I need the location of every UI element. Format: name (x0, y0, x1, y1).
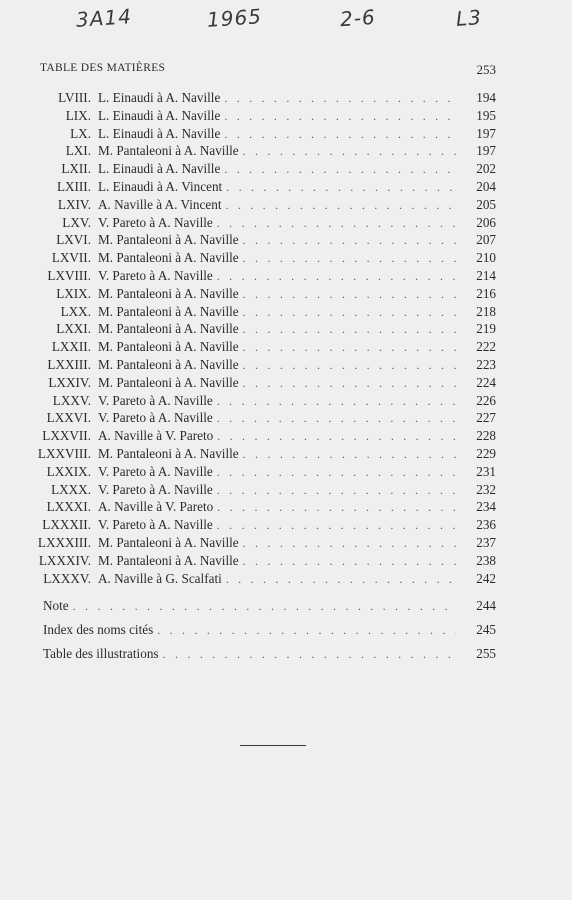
entry-numeral: LXVII. (51, 250, 91, 266)
back-matter-list (0, 598, 572, 670)
dot-leader (243, 322, 456, 337)
entry-page-number: 228 (476, 428, 496, 444)
entry-title: V. Pareto à A. Naville (98, 392, 213, 408)
entry-page-number: 244 (476, 598, 496, 613)
toc-entry (0, 446, 572, 464)
entry-page-number: 242 (476, 570, 496, 586)
entry-numeral: LXXXIV. (38, 552, 91, 568)
entry-title: V. Pareto à A. Naville (98, 267, 213, 283)
dot-leader (163, 647, 456, 662)
dot-leader (73, 599, 456, 614)
toc-entry (0, 622, 572, 646)
entry-title: M. Pantaleoni à A. Naville (98, 285, 239, 301)
dot-leader (243, 233, 456, 248)
page-header (40, 62, 496, 78)
page-number: 253 (476, 62, 496, 77)
entry-numeral: LX. (70, 125, 91, 141)
toc-entry (0, 232, 572, 250)
dot-leader (243, 358, 456, 373)
dot-leader (226, 572, 456, 587)
entry-numeral: LXX. (60, 303, 91, 319)
entry-page-number: 226 (476, 392, 496, 408)
toc-entry (0, 126, 572, 144)
toc-entry (0, 90, 572, 108)
toc-entry (0, 464, 572, 482)
entry-page-number: 219 (476, 321, 496, 337)
entry-numeral: LXI. (65, 143, 91, 159)
toc-entry (0, 410, 572, 428)
toc-entry (0, 250, 572, 268)
entry-numeral: LXXII. (51, 339, 91, 355)
entry-title: M. Pantaleoni à A. Naville (98, 534, 239, 550)
dot-leader (217, 465, 456, 480)
entry-title: A. Naville à V. Pareto (98, 428, 214, 444)
entry-page-number: 237 (476, 534, 496, 550)
entry-page-number: 204 (476, 178, 496, 194)
entry-title: M. Pantaleoni à A. Naville (98, 232, 239, 248)
entry-page-number: 210 (476, 250, 496, 266)
entry-title: M. Pantaleoni à A. Naville (98, 356, 239, 372)
running-title: TABLE DES MATIÈRES (40, 62, 166, 74)
entry-title: M. Pantaleoni à A. Naville (98, 339, 239, 355)
dot-leader (243, 376, 456, 391)
toc-entry (0, 215, 572, 233)
entry-page-number: 232 (476, 481, 496, 497)
entry-numeral: LXXVII. (42, 428, 91, 444)
dot-leader (224, 91, 456, 106)
entry-page-number: 224 (476, 374, 496, 390)
entry-title: M. Pantaleoni à A. Naville (98, 374, 239, 390)
entry-title: A. Naville à A. Vincent (98, 196, 222, 212)
toc-entry (0, 646, 572, 670)
toc-entry (0, 553, 572, 571)
entry-title: V. Pareto à A. Naville (98, 481, 213, 497)
entry-page-number: 231 (476, 463, 496, 479)
toc-entry (0, 535, 572, 553)
dot-leader (217, 483, 456, 498)
toc-entry (0, 321, 572, 339)
dot-leader (224, 109, 456, 124)
entry-title: M. Pantaleoni à A. Naville (98, 303, 239, 319)
dot-leader (217, 500, 456, 515)
entry-title: M. Pantaleoni à A. Naville (98, 552, 239, 568)
entry-page-number: 197 (476, 125, 496, 141)
entry-page-number: 238 (476, 552, 496, 568)
dot-leader (243, 554, 456, 569)
toc-entry (0, 268, 572, 286)
entry-title: Index des noms cités (43, 622, 154, 637)
entry-numeral: LXVIII. (47, 267, 91, 283)
entry-page-number: 214 (476, 267, 496, 283)
dot-leader (217, 216, 456, 231)
dot-leader (225, 198, 456, 213)
entry-page-number: 223 (476, 356, 496, 372)
entry-title: V. Pareto à A. Naville (98, 410, 213, 426)
entry-numeral: LXIII. (56, 178, 91, 194)
entry-numeral: LXXX. (51, 481, 91, 497)
entry-page-number: 202 (476, 161, 496, 177)
entry-page-number: 205 (476, 196, 496, 212)
toc-entry (0, 161, 572, 179)
dot-leader (217, 394, 456, 409)
entry-title: V. Pareto à A. Naville (98, 517, 213, 533)
dot-leader (243, 144, 456, 159)
dot-leader (217, 269, 456, 284)
toc-entry (0, 482, 572, 500)
entry-page-number: 206 (476, 214, 496, 230)
entry-page-number: 236 (476, 517, 496, 533)
entry-page-number: 195 (476, 107, 496, 123)
handwritten-note-3: 2-6 (339, 4, 377, 32)
entry-numeral: LIX. (65, 107, 91, 123)
entry-title: M. Pantaleoni à A. Naville (98, 250, 239, 266)
entry-page-number: 227 (476, 410, 496, 426)
dot-leader (224, 162, 456, 177)
toc-entry (0, 108, 572, 126)
dot-leader (243, 287, 456, 302)
toc-entry (0, 598, 572, 622)
entry-numeral: LXVI. (56, 232, 91, 248)
entry-title: M. Pantaleoni à A. Naville (98, 143, 239, 159)
entry-title: L. Einaudi à A. Naville (98, 125, 221, 141)
entry-page-number: 222 (476, 339, 496, 355)
entry-numeral: LXII. (61, 161, 91, 177)
toc-entry (0, 339, 572, 357)
entry-title: L. Einaudi à A. Naville (98, 90, 221, 105)
entry-numeral: LXIV. (57, 196, 91, 212)
handwritten-note-2: 1965 (206, 4, 263, 32)
entry-title: L. Einaudi à A. Naville (98, 107, 221, 123)
dot-leader (217, 411, 456, 426)
entry-page-number: 194 (476, 90, 496, 105)
entry-numeral: LXXIX. (46, 463, 91, 479)
dot-leader (217, 518, 456, 533)
dot-leader (224, 127, 456, 142)
entry-page-number: 229 (476, 445, 496, 461)
entry-numeral: LXV. (62, 214, 91, 230)
toc-entry (0, 357, 572, 375)
dot-leader (157, 623, 456, 638)
entry-page-number: 218 (476, 303, 496, 319)
entry-numeral: LXIX. (56, 285, 91, 301)
entry-title: L. Einaudi à A. Vincent (98, 178, 223, 194)
entry-numeral: LVIII. (58, 90, 91, 105)
handwritten-note-4: L3 (455, 5, 483, 31)
dot-leader (226, 180, 456, 195)
entry-title: V. Pareto à A. Naville (98, 463, 213, 479)
entry-numeral: LXXV. (52, 392, 91, 408)
entry-title: A. Naville à G. Scalfati (98, 570, 222, 586)
toc-entry (0, 571, 572, 589)
toc-entry (0, 143, 572, 161)
entry-numeral: LXXIV. (48, 374, 91, 390)
entry-numeral: LXXI. (56, 321, 91, 337)
dot-leader (217, 429, 456, 444)
entry-numeral: LXXXII. (42, 517, 91, 533)
toc-entry (0, 179, 572, 197)
entry-page-number: 245 (476, 622, 496, 637)
toc-entry (0, 286, 572, 304)
toc-entry (0, 499, 572, 517)
dot-leader (243, 305, 456, 320)
entry-numeral: LXXXIII. (37, 534, 91, 550)
table-of-contents (0, 90, 572, 588)
entry-title: L. Einaudi à A. Naville (98, 161, 221, 177)
toc-entry (0, 304, 572, 322)
dot-leader (243, 536, 456, 551)
dot-leader (243, 251, 456, 266)
entry-page-number: 197 (476, 143, 496, 159)
entry-numeral: LXXXV. (43, 570, 91, 586)
closing-rule (240, 745, 306, 746)
toc-entry (0, 375, 572, 393)
entry-title: M. Pantaleoni à A. Naville (98, 445, 239, 461)
entry-numeral: LXXVIII. (37, 445, 91, 461)
toc-entry (0, 428, 572, 446)
entry-title: Table des illustrations (43, 646, 159, 661)
toc-entry (0, 393, 572, 411)
entry-title: V. Pareto à A. Naville (98, 214, 213, 230)
handwritten-note-1: 3A14 (75, 4, 133, 32)
entry-page-number: 234 (476, 499, 496, 515)
entry-numeral: LXXIII. (47, 356, 91, 372)
entry-numeral: LXXVI. (46, 410, 91, 426)
entry-page-number: 207 (476, 232, 496, 248)
entry-numeral: LXXXI. (46, 499, 91, 515)
entry-page-number: 255 (476, 646, 496, 661)
toc-entry (0, 517, 572, 535)
entry-page-number: 216 (476, 285, 496, 301)
entry-title: A. Naville à V. Pareto (98, 499, 214, 515)
entry-title: M. Pantaleoni à A. Naville (98, 321, 239, 337)
entry-title: Note (43, 598, 69, 613)
toc-entry (0, 197, 572, 215)
dot-leader (243, 447, 456, 462)
dot-leader (243, 340, 456, 355)
